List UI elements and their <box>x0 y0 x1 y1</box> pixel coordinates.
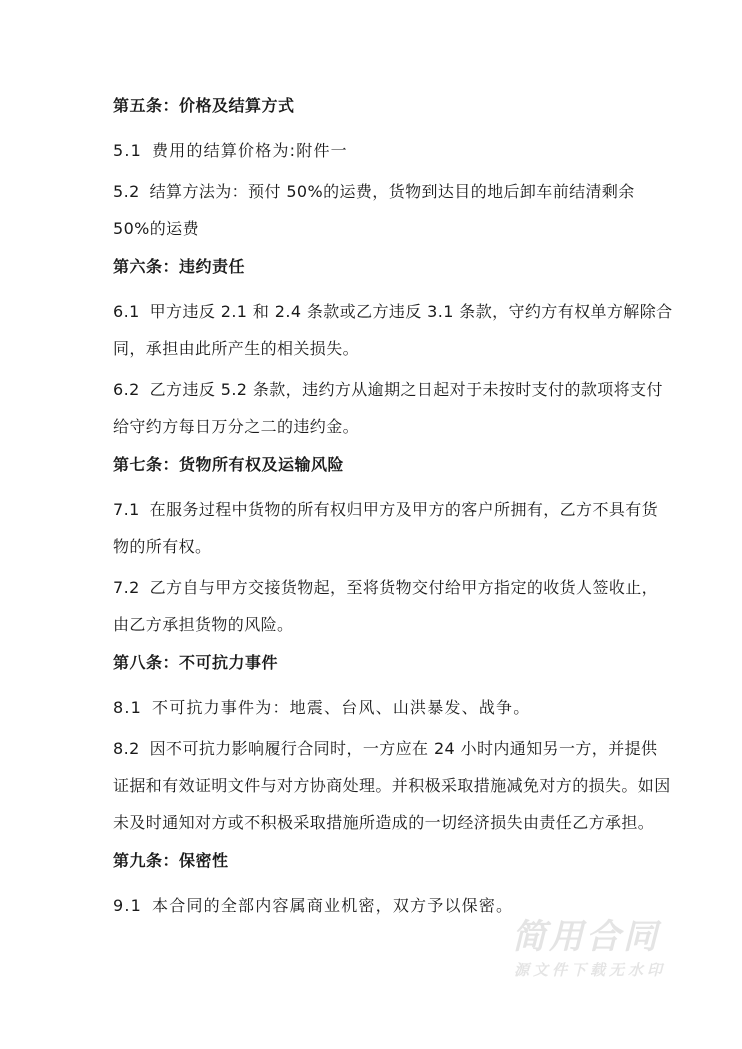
section-heading-5: 第五条：价格及结算方式 <box>113 96 295 115</box>
clause-9-1 <box>113 887 673 924</box>
clause-8-2 <box>113 730 673 841</box>
clause-number: 8.1 <box>113 698 143 717</box>
clause-text: 本合同的全部内容属商业机密，双方予以保密。 <box>152 896 514 915</box>
clause-text: 因不可抗力影响履行合同时，一方应在 24 小时内通知另一方，并提供证据和有效证明文件与对方协商处理。并积极采取措施减免对方的损失。如因未及时通知对方或不积极采取措施所造成的一切经济损失由责任乙方承担。 <box>113 739 671 832</box>
clause-number: 7.2 <box>113 578 140 597</box>
clause-5-2 <box>113 173 673 247</box>
contract-body <box>113 90 673 928</box>
clause-6-2 <box>113 371 673 445</box>
clause-7-2 <box>113 569 673 643</box>
clause-number: 5.1 <box>113 141 143 160</box>
watermark-subtitle: 源文件下载无水印 <box>514 961 667 979</box>
clause-number: 8.2 <box>113 739 140 758</box>
clause-text: 不可抗力事件为：地震、台风、山洪暴发、战争。 <box>152 698 531 717</box>
section-heading-6: 第六条：违约责任 <box>113 257 246 276</box>
clause-number: 5.2 <box>113 182 140 201</box>
clause-number: 9.1 <box>113 896 143 915</box>
clause-text: 乙方违反 5.2 条款，违约方从逾期之日起对于未按时支付的款项将支付给守约方每日万分之二的违约金。 <box>113 380 663 436</box>
section-heading-9: 第九条：保密性 <box>113 851 229 870</box>
clause-text: 甲方违反 2.1 和 2.4 条款或乙方违反 3.1 条款，守约方有权单方解除合同，承担由此所产生的相关损失。 <box>113 302 673 358</box>
clause-text: 在服务过程中货物的所有权归甲方及甲方的客户所拥有，乙方不具有货物的所有权。 <box>113 500 659 556</box>
clause-text: 乙方自与甲方交接货物起，至将货物交付给甲方指定的收货人签收止，由乙方承担货物的风险。 <box>113 578 659 634</box>
clause-8-1 <box>113 689 673 726</box>
watermark-logo: 简用合同 <box>512 917 660 957</box>
clause-number: 6.1 <box>113 302 140 321</box>
clause-text: 费用的结算价格为:附件一 <box>152 141 348 160</box>
clause-6-1 <box>113 293 673 367</box>
clause-number: 7.1 <box>113 500 140 519</box>
clause-7-1 <box>113 491 673 565</box>
section-heading-7: 第七条：货物所有权及运输风险 <box>113 455 345 474</box>
section-heading-8: 第八条：不可抗力事件 <box>113 653 279 672</box>
clause-text: 结算方法为：预付 50%的运费，货物到达目的地后卸车前结清剩余 50%的运费 <box>113 182 635 238</box>
clause-number: 6.2 <box>113 380 140 399</box>
clause-5-1 <box>113 132 673 169</box>
